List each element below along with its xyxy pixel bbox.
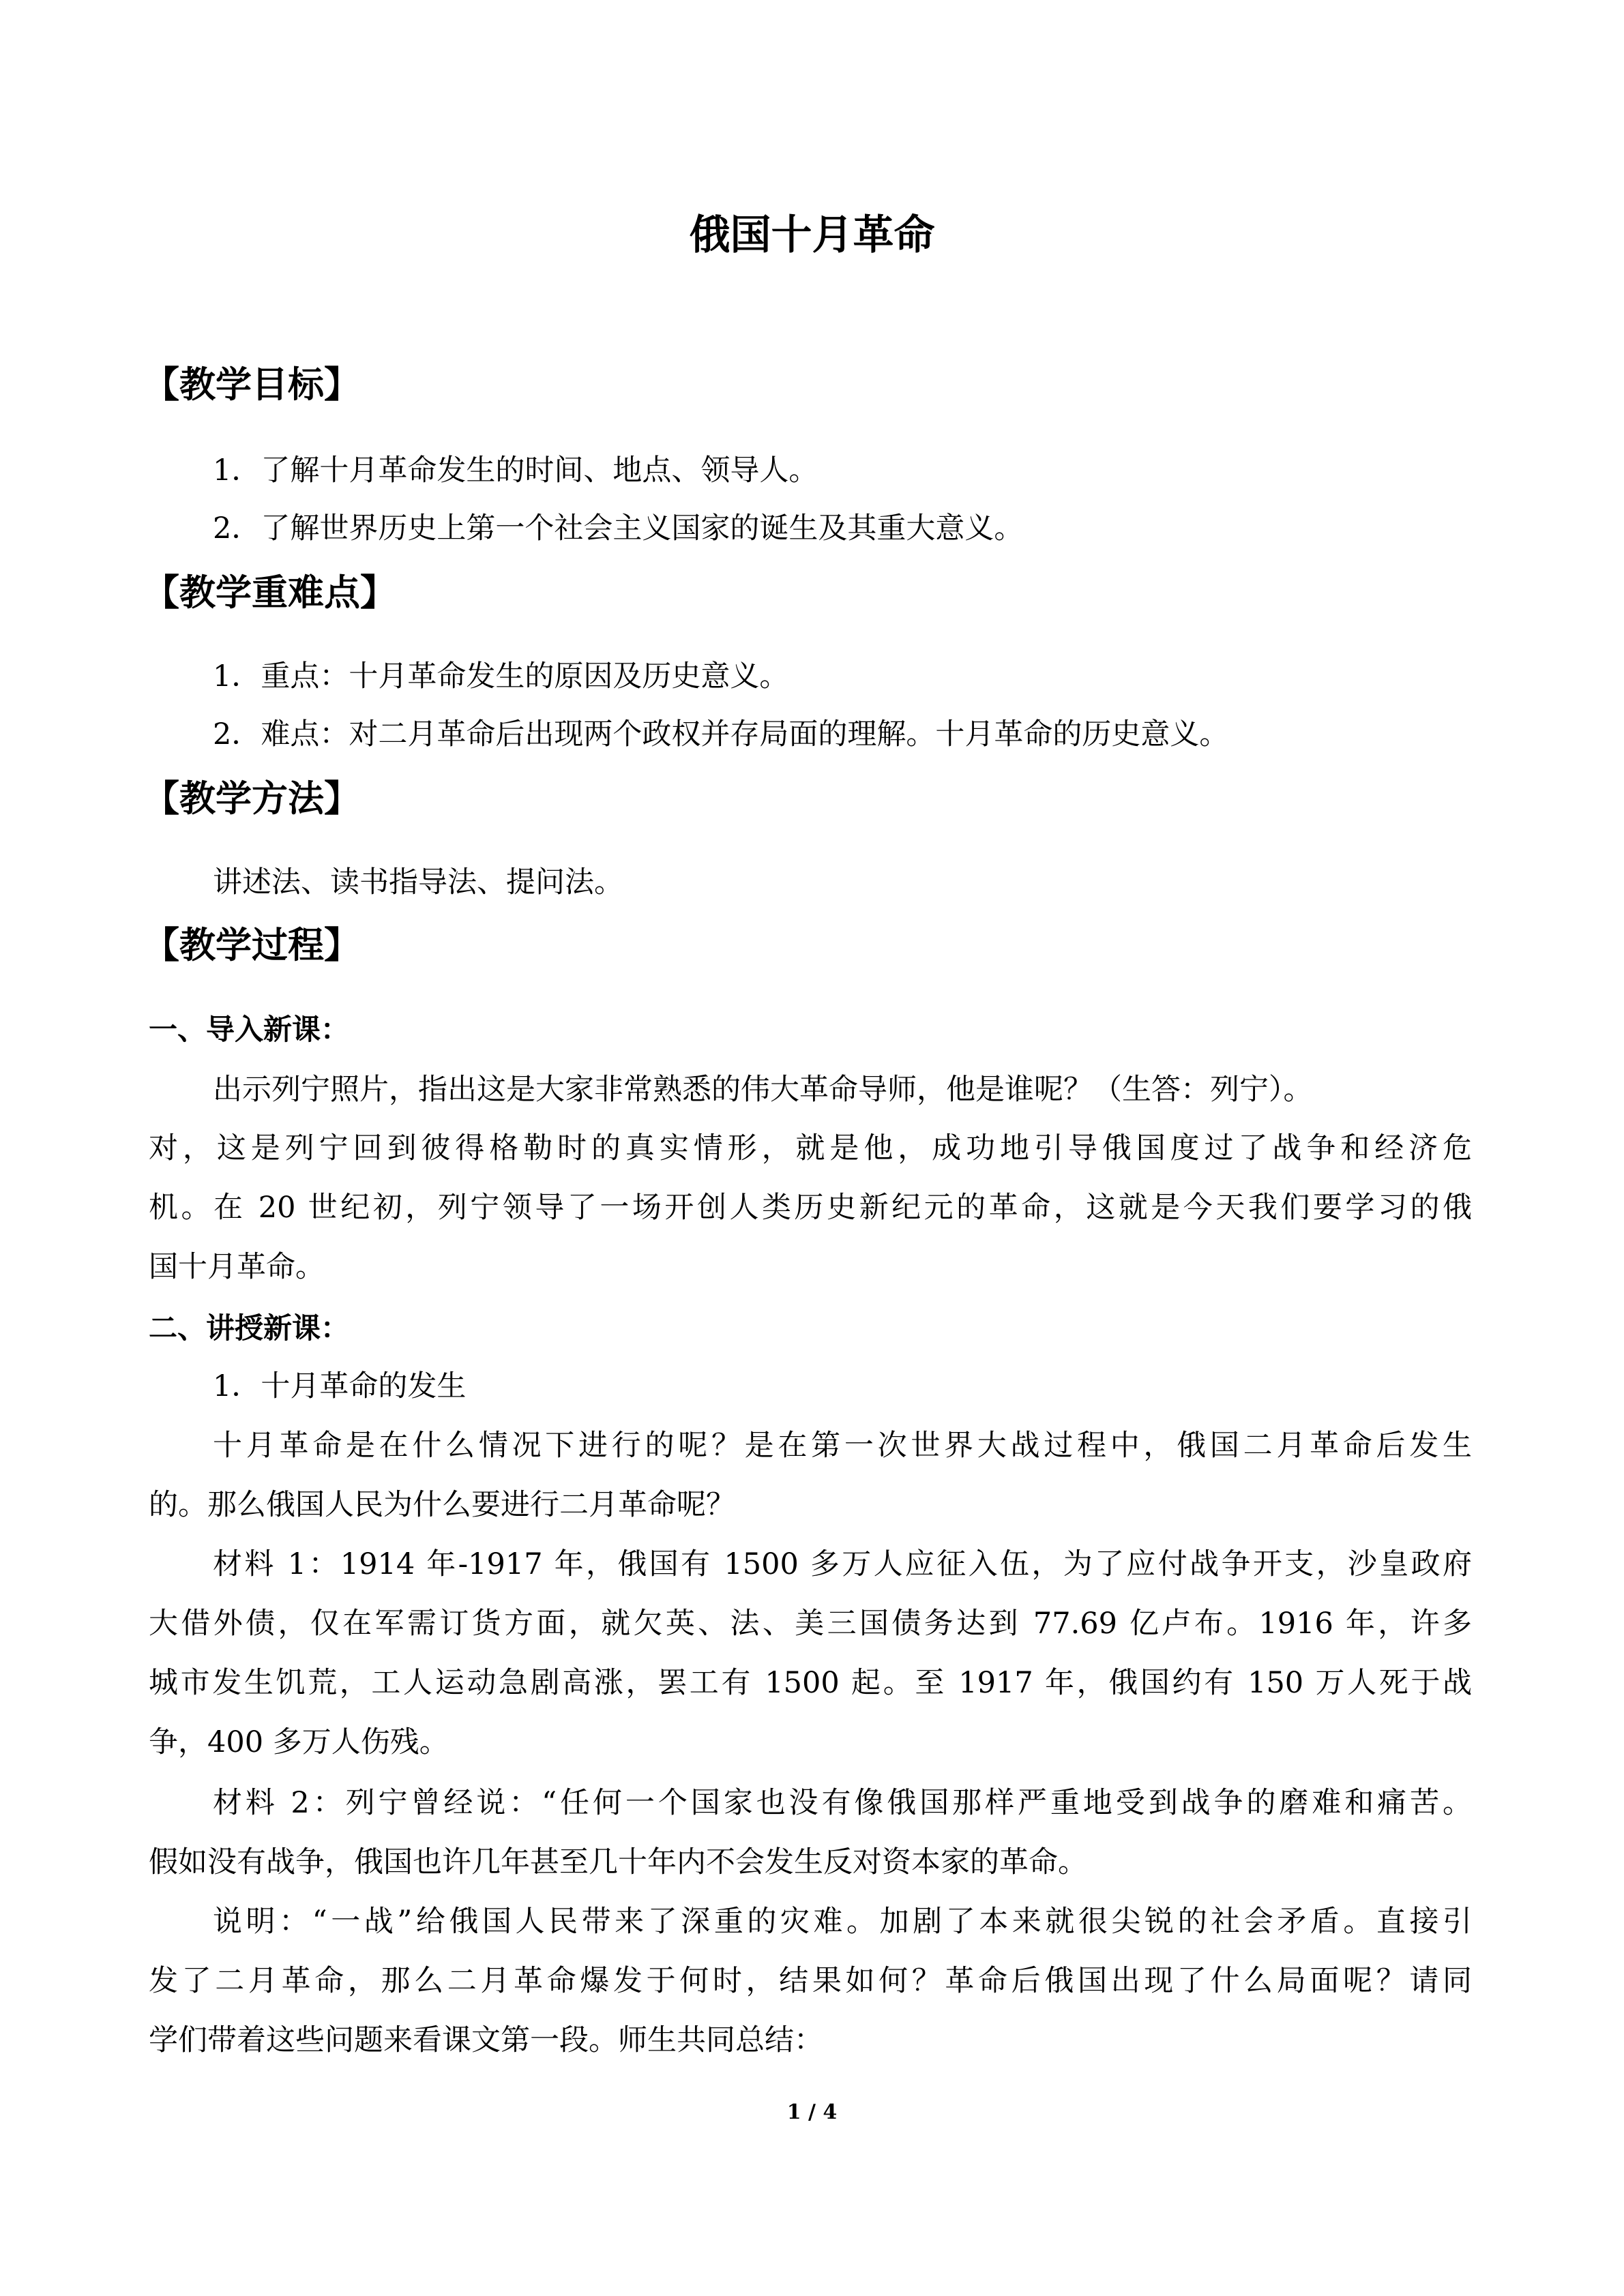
intro-line-3: 机。在 20 世纪初，列宁领导了一场开创人类历史新纪元的革命，这就是今天我们要学习的俄 <box>149 1191 1472 1225</box>
heading-process: 【教学过程】 <box>143 925 360 966</box>
explanation-line-1: 说明：“一战”给俄国人民带来了深重的灾难。加剧了本来就很尖锐的社会矛盾。直接引 <box>213 1905 1472 1939</box>
intro-line-1: 出示列宁照片，指出这是大家非常熟悉的伟大革命导师，他是谁呢？（生答：列宁）。 <box>213 1073 1313 1107</box>
objective-item-1: 1．了解十月革命发生的时间、地点、领导人。 <box>213 453 818 488</box>
intro-line-2: 对，这是列宁回到彼得格勒时的真实情形，就是他，成功地引导俄国度过了战争和经济危 <box>149 1131 1472 1165</box>
para1-line-1: 十月革命是在什么情况下进行的呢？是在第一次世界大战过程中，俄国二月革命后发生 <box>213 1429 1472 1463</box>
key-point-item-2: 2．难点：对二月革命后出现两个政权并存局面的理解。十月革命的历史意义。 <box>213 717 1229 751</box>
heading-key-points: 【教学重难点】 <box>143 572 396 614</box>
page-number: 1 / 4 <box>786 2100 838 2124</box>
objective-item-2: 2．了解世界历史上第一个社会主义国家的诞生及其重大意义。 <box>213 511 1024 546</box>
material1-line-4: 争，400 多万人伤残。 <box>149 1725 449 1759</box>
heading-methods: 【教学方法】 <box>143 778 360 820</box>
material1-line-2: 大借外债，仅在军需订货方面，就欠英、法、美三国债务达到 77.69 亿卢布。1916 年，许多 <box>149 1607 1472 1641</box>
explanation-line-2: 发了二月革命，那么二月革命爆发于何时，结果如何？革命后俄国出现了什么局面呢？请同 <box>149 1964 1472 1998</box>
key-point-item-1: 1．重点：十月革命发生的原因及历史意义。 <box>213 659 789 694</box>
heading-objectives: 【教学目标】 <box>143 364 360 406</box>
material1-line-1: 材料 1：1914 年-1917 年，俄国有 1500 多万人应征入伍，为了应付战争开支，沙皇政府 <box>213 1547 1472 1581</box>
material2-line-1: 材料 2：列宁曾经说：“任何一个国家也没有像俄国那样严重地受到战争的磨难和痛苦。 <box>213 1786 1472 1820</box>
intro-line-4: 国十月革命。 <box>149 1250 325 1284</box>
material2-line-2: 假如没有战争，俄国也许几年甚至几十年内不会发生反对资本家的革命。 <box>149 1845 1087 1879</box>
page-title: 俄国十月革命 <box>689 211 935 259</box>
subheading-teaching: 二、讲授新课： <box>149 1311 350 1345</box>
methods-text: 讲述法、读书指导法、提问法。 <box>213 865 623 899</box>
explanation-line-3: 学们带着这些问题来看课文第一段。师生共同总结： <box>149 2023 823 2057</box>
topic-title: 1．十月革命的发生 <box>213 1369 467 1403</box>
material1-line-3: 城市发生饥荒，工人运动急剧高涨，罢工有 1500 起。至 1917 年，俄国约有 150 万人死于战 <box>149 1666 1472 1700</box>
para1-line-2: 的。那么俄国人民为什么要进行二月革命呢？ <box>149 1488 735 1522</box>
subheading-intro: 一、导入新课： <box>149 1013 350 1046</box>
